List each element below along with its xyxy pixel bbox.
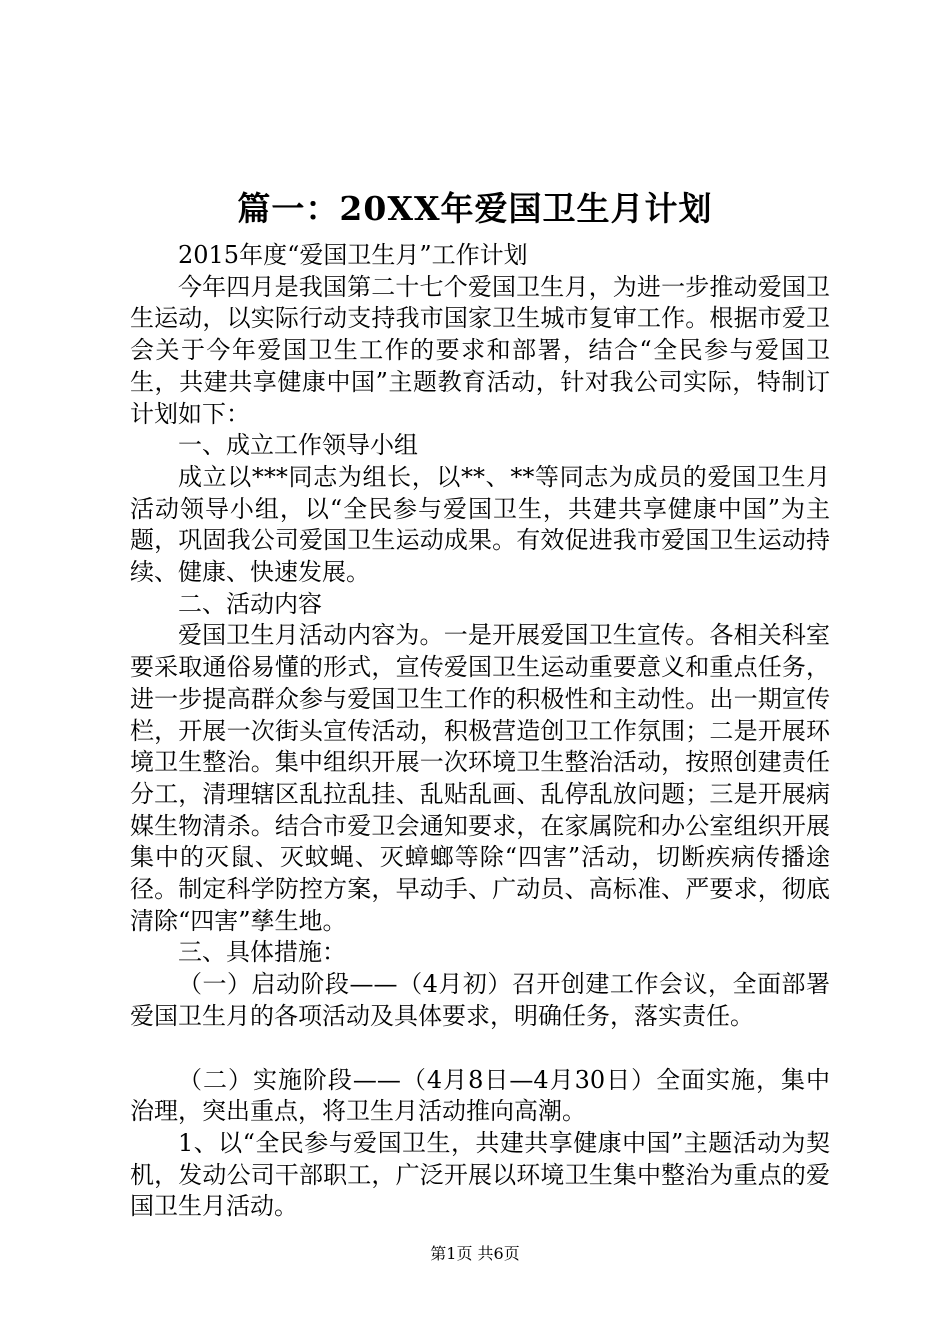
document-body — [130, 240, 830, 1223]
section-heading-measures: 三、具体措施： — [178, 938, 346, 967]
paragraph-measure-1: 1、以“全民参与爱国卫生，共建共享健康中国”主题活动为契机，发动公司干部职工，广泛开展以环境卫生集中整治为重点的爱国卫生月活动。 — [130, 1128, 830, 1221]
paragraph-activity-content: 爱国卫生月活动内容为。一是开展爱国卫生宣传。各相关科室要采取通俗易懂的形式，宣传爱国卫生运动重要意义和重点任务，进一步提高群众参与爱国卫生工作的积极性和主动性。出一期宣传栏，开展一次街头宣传活动，积极营造创卫工作氛围；二是开展环境卫生整治。集中组织开展一次环境卫生整治活动，按照创建责任分工，清理辖区乱拉乱挂、乱贴乱画、乱停乱放问题；三是开展病媒生物清杀。结合市爱卫会通知要求，在家属院和办公室组织开展集中的灭鼠、灭蚊蝇、灭蟑螂等除“四害”活动，切断疾病传播途径。制定科学防控方案，早动手、广动员、高标准、严要求，彻底清除“四害”孳生地。 — [130, 621, 830, 935]
section-heading-activity-content: 二、活动内容 — [178, 589, 322, 618]
paragraph-implementation-stage: （二）实施阶段——（4月8日—4月30日）全面实施，集中治理，突出重点，将卫生月活动推向高潮。 — [130, 1065, 830, 1126]
document-title: 篇一：20XX年爱国卫生月计划 — [237, 189, 713, 228]
paragraph-plan-heading: 2015年度“爱国卫生月”工作计划 — [178, 241, 528, 269]
section-heading-leadership-group: 一、成立工作领导小组 — [178, 431, 418, 460]
page-footer: 第1页 共6页 — [430, 1244, 520, 1263]
paragraph-launch-stage: （一）启动阶段——（4月初）召开创建工作会议，全面部署爱国卫生月的各项活动及具体要求，明确任务，落实责任。 — [130, 970, 830, 1030]
paragraph-intro: 今年四月是我国第二十七个爱国卫生月，为进一步推动爱国卫生运动，以实际行动支持我市国家卫生城市复审工作。根据市爱卫会关于今年爱国卫生工作的要求和部署，结合“全民参与爱国卫生，共建共享健康中国”主题教育活动，针对我公司实际，特制订计划如下： — [130, 272, 830, 428]
paragraph-leadership-group: 成立以***同志为组长，以**、**等同志为成员的爱国卫生月活动领导小组，以“全民参与爱国卫生，共建共享健康中国”为主题，巩固我公司爱国卫生运动成果。有效促进我市爱国卫生运动持续、健康、快速发展。 — [130, 462, 830, 587]
